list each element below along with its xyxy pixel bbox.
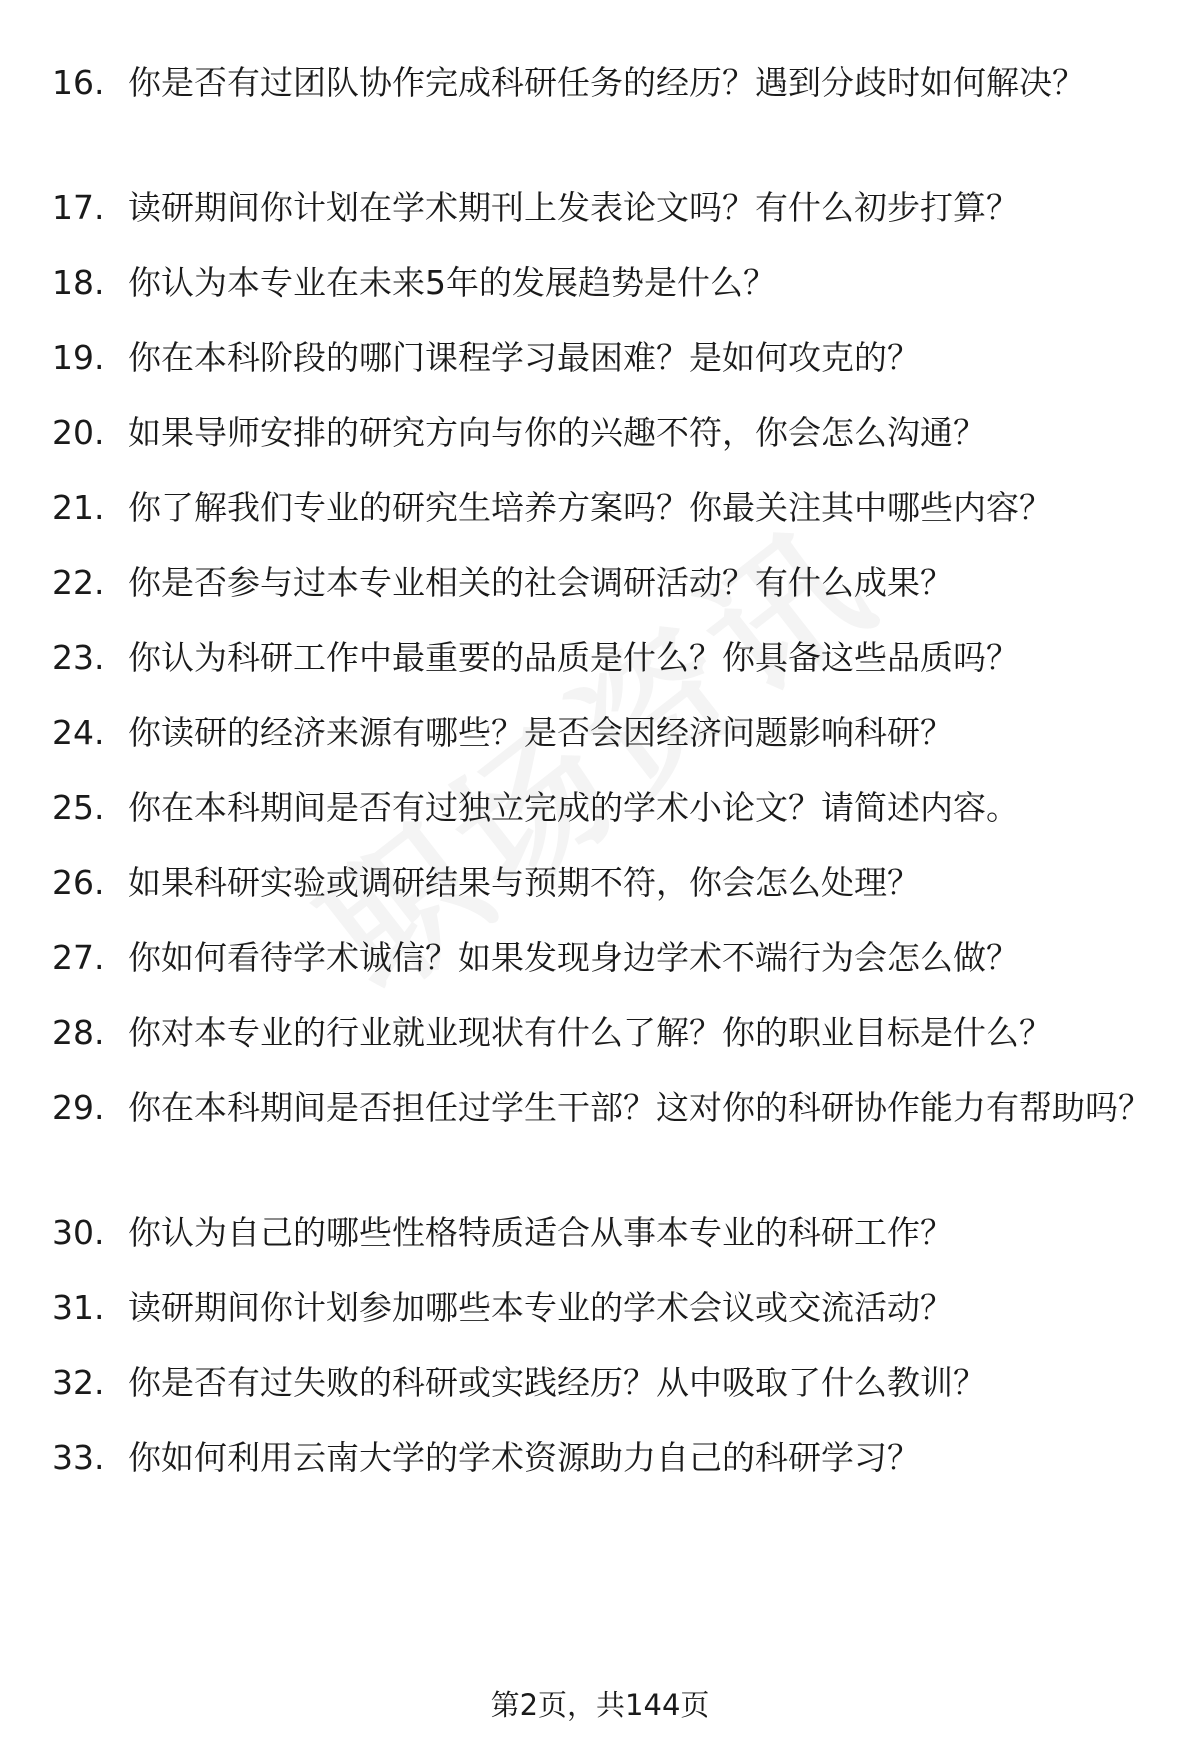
question-number: 16. — [52, 63, 105, 102]
question-text: 读研期间你计划在学术期刊上发表论文吗？有什么初步打算？ — [128, 188, 1019, 227]
question-text: 你认为自己的哪些性格特质适合从事本专业的科研工作？ — [128, 1213, 953, 1252]
question-number: 19. — [52, 338, 105, 377]
question-text: 你读研的经济来源有哪些？是否会因经济问题影响科研？ — [128, 713, 953, 752]
question-number: 24. — [52, 713, 105, 752]
question-number: 22. — [52, 563, 105, 602]
question-text: 你是否有过失败的科研或实践经历？从中吸取了什么教训？ — [128, 1363, 986, 1402]
question-text: 你对本专业的行业就业现状有什么了解？你的职业目标是什么？ — [128, 1013, 1052, 1052]
question-number: 17. — [52, 188, 105, 227]
question-number: 29. — [52, 1088, 105, 1127]
question-text: 如果科研实验或调研结果与预期不符，你会怎么处理？ — [128, 863, 920, 902]
question-number: 23. — [52, 638, 105, 677]
question-text: 你是否参与过本专业相关的社会调研活动？有什么成果？ — [128, 563, 953, 602]
question-number: 27. — [52, 938, 105, 977]
question-text: 你如何看待学术诚信？如果发现身边学术不端行为会怎么做？ — [128, 938, 1019, 977]
question-text: 你在本科阶段的哪门课程学习最困难？是如何攻克的？ — [128, 338, 920, 377]
question-text: 读研期间你计划参加哪些本专业的学术会议或交流活动？ — [128, 1288, 953, 1327]
question-number: 33. — [52, 1438, 105, 1477]
question-number: 26. — [52, 863, 105, 902]
question-text: 你在本科期间是否有过独立完成的学术小论文？请简述内容。 — [128, 788, 1019, 827]
question-number: 28. — [52, 1013, 105, 1052]
question-text: 你了解我们专业的研究生培养方案吗？你最关注其中哪些内容？ — [128, 488, 1052, 527]
page-footer: 第2页，共144页 — [490, 1688, 710, 1722]
question-text: 你认为科研工作中最重要的品质是什么？你具备这些品质吗？ — [128, 638, 1019, 677]
question-text: 你是否有过团队协作完成科研任务的经历？遇到分歧时如何解决？ — [128, 63, 1085, 102]
question-text: 你如何利用云南大学的学术资源助力自己的科研学习？ — [128, 1438, 920, 1477]
question-text: 如果导师安排的研究方向与你的兴趣不符，你会怎么沟通？ — [128, 413, 986, 452]
question-text: 你认为本专业在未来5年的发展趋势是什么？ — [128, 263, 776, 302]
question-number: 30. — [52, 1213, 105, 1252]
question-number: 25. — [52, 788, 105, 827]
question-number: 31. — [52, 1288, 105, 1327]
question-number: 18. — [52, 263, 105, 302]
question-number: 32. — [52, 1363, 105, 1402]
question-number: 21. — [52, 488, 105, 527]
question-number: 20. — [52, 413, 105, 452]
question-text: 你在本科期间是否担任过学生干部？这对你的科研协作能力有帮助吗？ — [128, 1088, 1151, 1127]
